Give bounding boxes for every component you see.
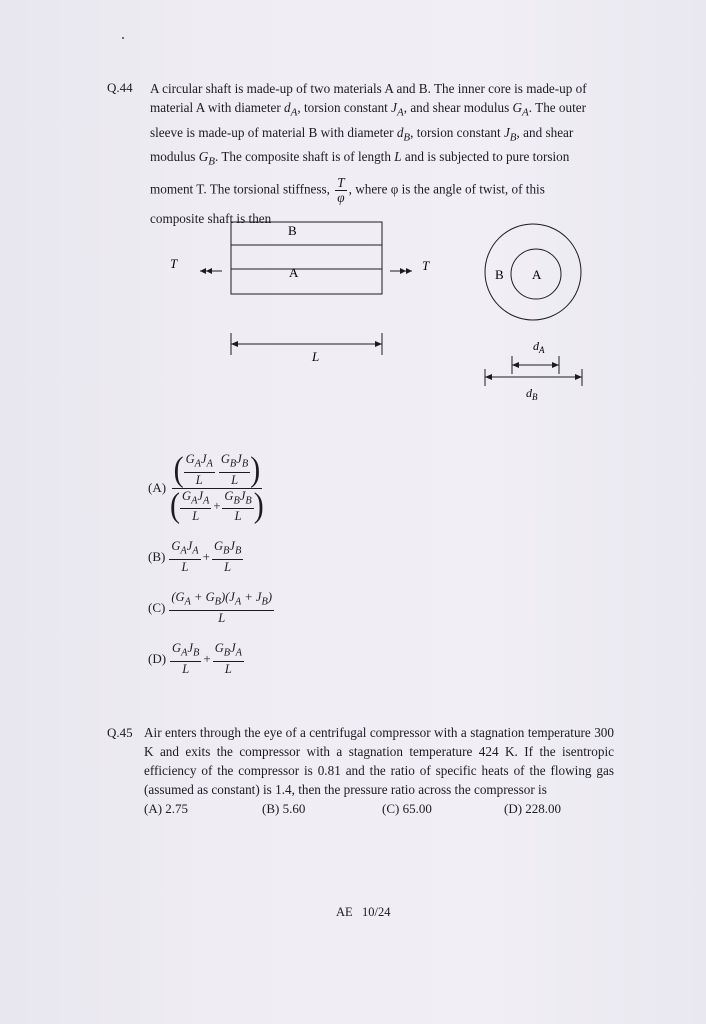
q44-line-1: A circular shaft is made-up of two materials A and B. The inner core is made-up of bbox=[150, 81, 587, 96]
q44-line-3: sleeve is made-up of material B with diameter $d_B$, torsion constant $J_B$, and shear bbox=[150, 124, 574, 144]
da-arrow-left bbox=[512, 362, 519, 368]
section-label-b: B bbox=[495, 267, 504, 282]
q45-choice-b[interactable]: (B) 5.60 bbox=[262, 801, 306, 816]
shaft-outer-rect bbox=[231, 222, 382, 294]
speck bbox=[122, 37, 124, 39]
option-b-label: (B) bbox=[148, 548, 166, 564]
dim-arrow-right bbox=[375, 341, 382, 347]
option-a[interactable] bbox=[148, 452, 264, 524]
page-footer: AE 10/24 bbox=[336, 905, 391, 919]
core-label-a: A bbox=[289, 265, 299, 280]
arrowhead-left-1 bbox=[200, 268, 206, 274]
shaft-figure bbox=[0, 200, 706, 620]
section-label-a: A bbox=[532, 267, 542, 282]
q45-choice-d[interactable]: (D) 228.00 bbox=[504, 801, 562, 816]
q44-line-4: modulus $G_B$. The composite shaft is of length L and is subjected to pure torsion bbox=[150, 149, 570, 168]
question-number-45: Q.45 bbox=[107, 725, 133, 740]
frac-den: φ bbox=[337, 189, 345, 205]
option-d-term-2: $G_BJ_A$ L bbox=[214, 641, 243, 676]
q45-choice-a[interactable]: (A) 2.75 bbox=[144, 801, 189, 816]
arrowhead-right-1 bbox=[406, 268, 412, 274]
question-number-44: Q.44 bbox=[107, 80, 133, 95]
option-d-term-1: $G_AJ_B$ L bbox=[172, 641, 200, 676]
length-label: L bbox=[312, 349, 320, 364]
torque-label-right: T bbox=[422, 258, 430, 273]
q44-line-5-post: , where φ is the angle of twist, of this bbox=[348, 181, 545, 197]
option-d-label: (D) bbox=[148, 650, 167, 666]
db-label: $d_B$ bbox=[526, 386, 538, 402]
option-b[interactable]: (B) $G_AJ_A$ L + $G_BJ_B$ L bbox=[148, 539, 242, 574]
option-c-label: (C) bbox=[148, 599, 166, 615]
q44-line-6: composite shaft is then bbox=[150, 210, 272, 226]
db-arrow-right bbox=[575, 374, 582, 380]
option-b-term-2: $G_BJ_B$ L bbox=[214, 539, 242, 574]
arrowhead-left-2 bbox=[206, 268, 212, 274]
question-45-text: Air enters through the eye of a centrifugal compressor with a stagnation temperature 300 K and exits the compressor with a stagnation temperature 424 K. If the isentropic efficiency of the compressor is 0.81 and the ratio of specific heats of the flowing gas (assumed as constant) is 1.4, then the pressure ratio across the compressor is bbox=[144, 725, 614, 797]
arrowhead-right-2 bbox=[400, 268, 406, 274]
q45-choice-c[interactable]: (C) 65.00 bbox=[382, 801, 432, 816]
q44-line-5-pre: moment T. The torsional stiffness, bbox=[150, 181, 330, 197]
frac-num: T bbox=[337, 174, 345, 190]
db-arrow-left bbox=[485, 374, 492, 380]
da-arrow-right bbox=[552, 362, 559, 368]
option-c-formula: $(G_A + G_B)(J_A + J_B)$ L bbox=[171, 590, 272, 625]
option-d[interactable]: (D) $G_AJ_B$ L + $G_BJ_A$ L bbox=[148, 641, 243, 676]
option-a-formula: ( $G_AJ_A$ L $G_BJ_B$ L ) ( $G_AJ_A$ L + $G_BJ_B$ L ) bbox=[170, 450, 264, 525]
option-c[interactable] bbox=[148, 590, 274, 626]
sleeve-label-b: B bbox=[288, 223, 297, 238]
q44-line-2: material A with diameter $d_A$, torsion constant $J_A$, and shear modulus $G_A$. The outer bbox=[150, 100, 587, 119]
dim-arrow-left bbox=[231, 341, 238, 347]
torque-label-left: T bbox=[170, 256, 178, 271]
da-label: $d_A$ bbox=[533, 339, 545, 355]
option-a-label: (A) bbox=[148, 480, 167, 495]
option-b-term-1: $G_AJ_A$ L bbox=[171, 539, 199, 574]
